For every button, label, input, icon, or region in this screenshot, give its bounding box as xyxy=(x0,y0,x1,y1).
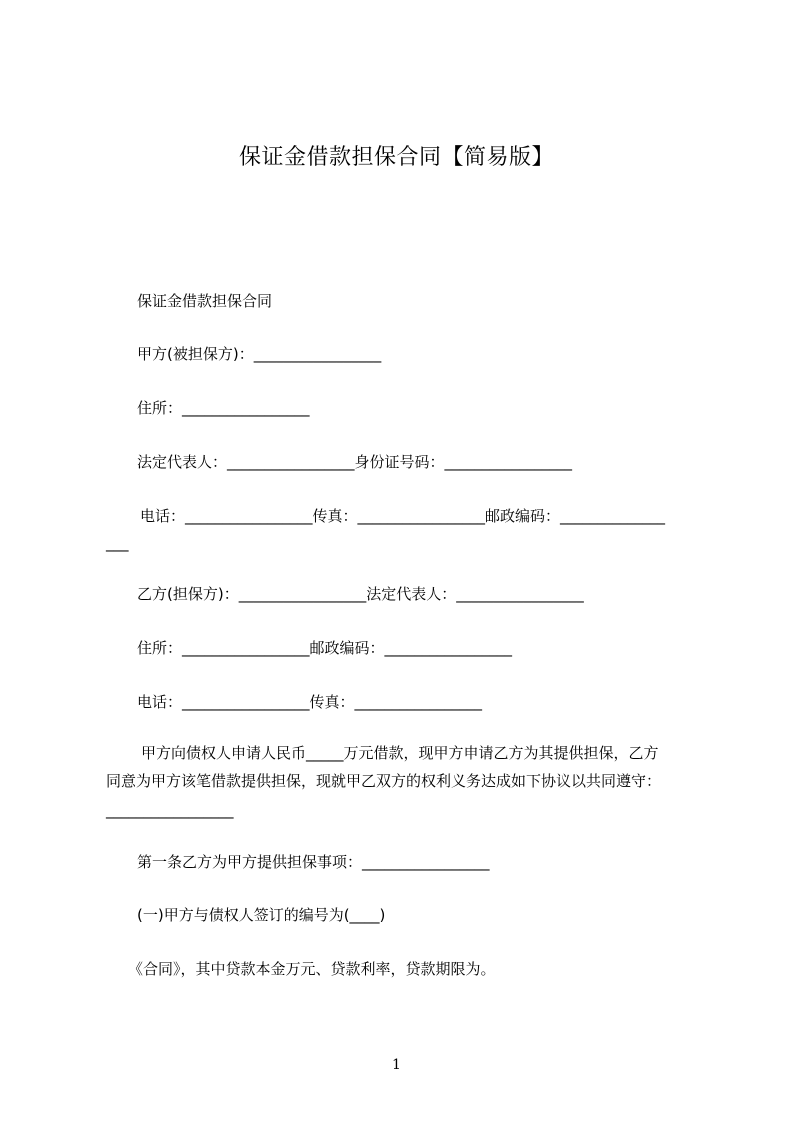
party-b-contact-line: 电话：_________________传真：_________________ xyxy=(137,693,483,711)
page-number: 1 xyxy=(392,1057,401,1073)
party-b-address-line: 住所：_________________邮政编码：_________________ xyxy=(137,639,513,657)
clause-one-line: (一)甲方与债权人签订的编号为(____) xyxy=(137,906,386,924)
party-a-line: 甲方(被担保方)：_________________ xyxy=(137,345,382,363)
party-a-contact-line-wrap: ___ xyxy=(106,534,129,552)
page-title: 保证金借款担保合同【简易版】 xyxy=(238,145,554,170)
party-b-line: 乙方(担保方)：_________________法定代表人：_________________ xyxy=(137,585,584,603)
party-a-contact-line: 电话：_________________传真：_________________邮政编码：______________ xyxy=(140,507,666,525)
contract-terms-line: 《合同》，其中贷款本金万元、贷款利率，贷款期限为。 xyxy=(128,960,496,978)
preamble-line-1: 甲方向债权人申请人民币_____万元借款，现甲方申请乙方为其提供担保，乙方 xyxy=(141,744,659,762)
contract-heading: 保证金借款担保合同 xyxy=(137,292,273,310)
preamble-line-3: _________________ xyxy=(106,801,234,819)
preamble-line-2: 同意为甲方该笔借款提供担保，现就甲乙双方的权利义务达成如下协议以共同遵守： xyxy=(106,772,662,790)
party-a-address-line: 住所：_________________ xyxy=(137,399,310,417)
article-one-line: 第一条乙方为甲方提供担保事项：_________________ xyxy=(137,853,490,871)
party-a-representative-line: 法定代表人：_________________身份证号码：_________________ xyxy=(137,453,573,471)
